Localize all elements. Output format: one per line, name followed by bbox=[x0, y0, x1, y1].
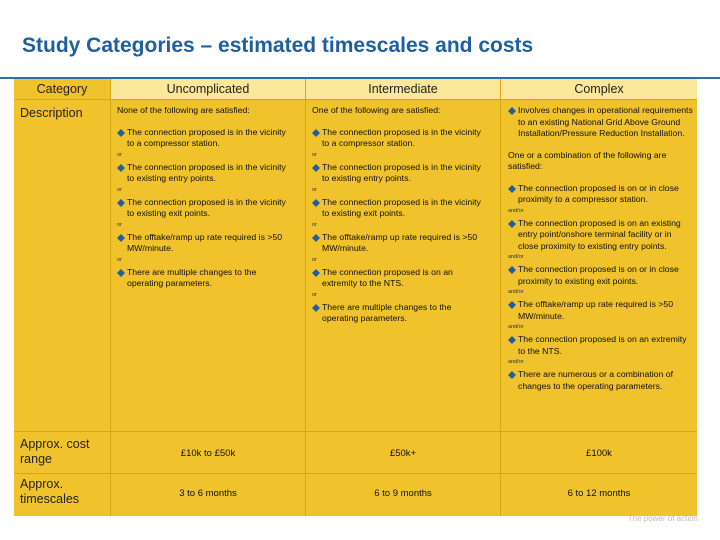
diamond-bullet-icon bbox=[508, 107, 516, 115]
complex-cost: £100k bbox=[586, 448, 612, 459]
list-item: The connection proposed is in the vicinity to existing exit points. bbox=[117, 197, 287, 220]
connector-label: and/or bbox=[508, 324, 524, 330]
list-item: There are numerous or a combination of changes to the operating parameters. bbox=[508, 369, 694, 392]
header-category: Category bbox=[14, 79, 110, 99]
diamond-bullet-icon bbox=[508, 266, 516, 274]
list-item: The connection proposed is on an extremity to the NTS. bbox=[312, 267, 484, 290]
footer-tagline: The power of action bbox=[627, 514, 698, 523]
connector-label: or bbox=[312, 256, 317, 263]
header-intermediate: Intermediate bbox=[306, 79, 500, 99]
diamond-bullet-icon bbox=[508, 220, 516, 228]
diamond-bullet-icon bbox=[508, 371, 516, 379]
connector-label: or bbox=[117, 256, 122, 263]
complex-description bbox=[508, 105, 694, 392]
list-item: Involves changes in operational requirements to an existing National Grid Above Ground Installation/Pressure Reduction Installation. bbox=[508, 105, 694, 140]
list-item: The connection proposed is in the vicinity to existing entry points. bbox=[117, 162, 287, 185]
study-categories-table bbox=[14, 79, 697, 516]
diamond-bullet-icon bbox=[117, 129, 125, 137]
intermediate-cost: £50k+ bbox=[389, 448, 417, 459]
uncomplicated-description bbox=[117, 105, 287, 290]
diamond-bullet-icon bbox=[508, 301, 516, 309]
connector-label: or bbox=[117, 151, 122, 158]
connector-label: and/or bbox=[508, 359, 524, 365]
connector-label: or bbox=[312, 221, 317, 228]
list-item: The connection proposed is in the vicinity to existing exit points. bbox=[312, 197, 484, 220]
list-item: The connection proposed is on or in close proximity to a compressor station. bbox=[508, 183, 694, 206]
connector-label: or bbox=[117, 186, 122, 193]
slide-title: Study Categories – estimated timescales and costs bbox=[22, 34, 534, 57]
complex-intro: One or a combination of the following are satisfied: bbox=[508, 149, 667, 171]
list-item: The offtake/ramp up rate required is >50 MW/minute. bbox=[117, 232, 287, 255]
diamond-bullet-icon bbox=[508, 185, 516, 193]
intermediate-timescale: 6 to 9 months bbox=[374, 488, 432, 499]
row-divider bbox=[14, 99, 697, 100]
diamond-bullet-icon bbox=[312, 164, 320, 172]
list-item: There are multiple changes to the operating parameters. bbox=[312, 302, 484, 325]
connector-label: or bbox=[117, 221, 122, 228]
list-item: The connection proposed is in the vicinity to existing entry points. bbox=[312, 162, 484, 185]
diamond-bullet-icon bbox=[117, 199, 125, 207]
row-divider bbox=[14, 473, 697, 474]
list-item: The connection proposed is on an existing entry point/onshore terminal facility or in close proximity to existing entry points. bbox=[508, 218, 694, 253]
connector-label: or bbox=[312, 186, 317, 193]
row-label-description: Description bbox=[20, 106, 83, 120]
diamond-bullet-icon bbox=[312, 234, 320, 242]
list-item: The connection proposed is in the vicinity to a compressor station. bbox=[312, 127, 484, 150]
complex-timescale: 6 to 12 months bbox=[567, 488, 631, 499]
row-divider bbox=[14, 431, 697, 432]
diamond-bullet-icon bbox=[312, 304, 320, 312]
diamond-bullet-icon bbox=[312, 199, 320, 207]
list-item: The connection proposed is on an extremity to the NTS. bbox=[508, 334, 694, 357]
list-item: The connection proposed is on or in close proximity to existing exit points. bbox=[508, 264, 694, 287]
header-uncomplicated: Uncomplicated bbox=[111, 79, 305, 99]
row-label-timescales: Approx. timescales bbox=[20, 477, 80, 506]
diamond-bullet-icon bbox=[312, 129, 320, 137]
list-item: The connection proposed is in the vicinity to a compressor station. bbox=[117, 127, 287, 150]
list-item: The offtake/ramp up rate required is >50 MW/minute. bbox=[508, 299, 694, 322]
row-label-cost: Approx. cost range bbox=[20, 437, 90, 466]
header-complex: Complex bbox=[501, 79, 697, 99]
diamond-bullet-icon bbox=[117, 164, 125, 172]
list-item: The offtake/ramp up rate required is >50 MW/minute. bbox=[312, 232, 484, 255]
diamond-bullet-icon bbox=[117, 234, 125, 242]
intermediate-description bbox=[312, 105, 484, 325]
diamond-bullet-icon bbox=[508, 336, 516, 344]
diamond-bullet-icon bbox=[312, 269, 320, 277]
uncomplicated-intro: None of the following are satisfied: bbox=[117, 105, 250, 115]
uncomplicated-timescale: 3 to 6 months bbox=[179, 488, 237, 499]
list-item: There are multiple changes to the operating parameters. bbox=[117, 267, 287, 290]
connector-label: and/or bbox=[508, 207, 524, 214]
intermediate-intro: One of the following are satisfied: bbox=[312, 105, 441, 115]
uncomplicated-cost: £10k to £50k bbox=[180, 448, 236, 459]
connector-label: and/or bbox=[508, 289, 524, 295]
connector-label: and/or bbox=[508, 254, 524, 260]
connector-label: or bbox=[312, 291, 317, 298]
diamond-bullet-icon bbox=[117, 269, 125, 277]
connector-label: or bbox=[312, 151, 317, 158]
